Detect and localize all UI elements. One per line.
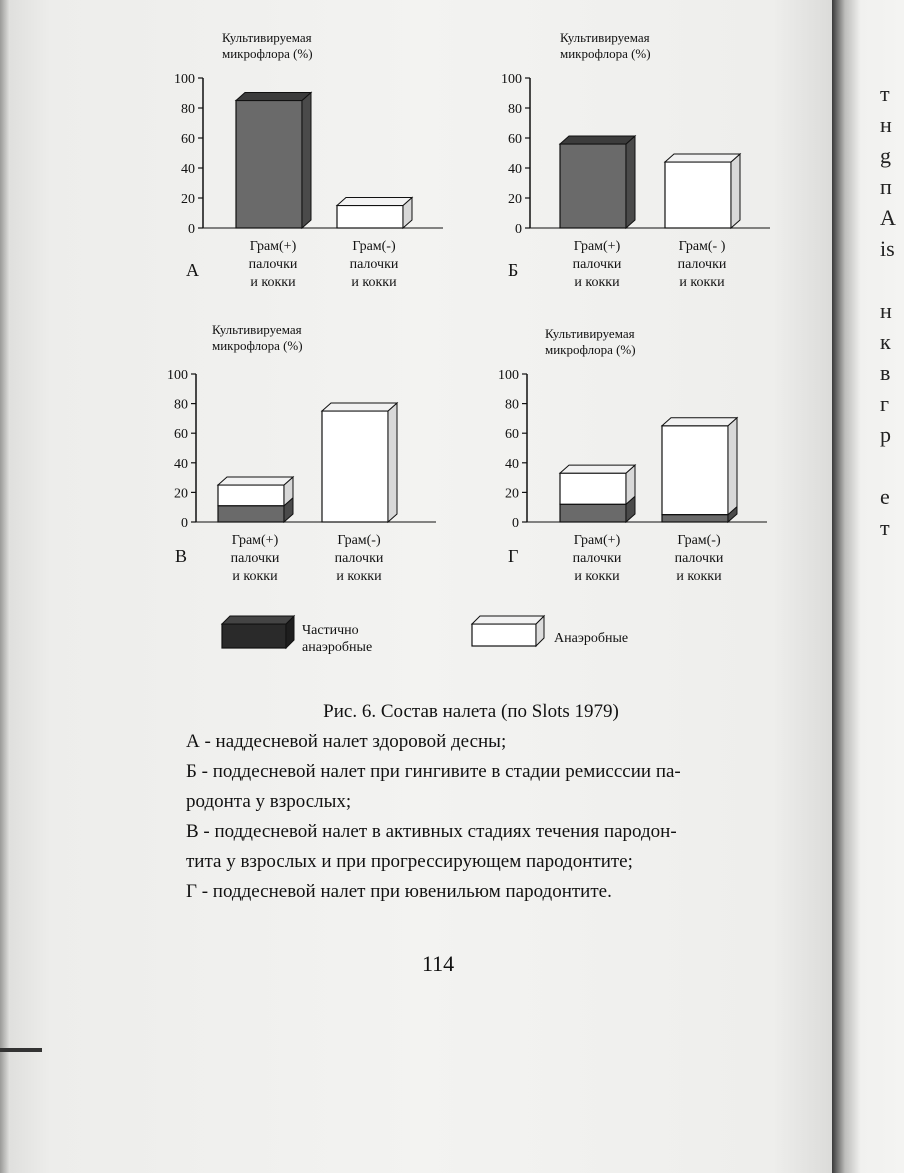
bar-top [337,198,412,206]
margin-letter: н [880,298,892,323]
y-axis-label: микрофлора (%) [212,338,303,353]
caption-line: тита у взрослых и при прогрессирующем пародонтите; [186,851,633,872]
y-tick-label: 100 [174,72,195,87]
bar-top [560,136,635,144]
caption-line: Г - поддесневой налет при ювенильюм пародонтите. [186,881,612,902]
bar-side [731,154,740,228]
category-label: и кокки [574,569,620,584]
y-axis-label: микрофлора (%) [545,342,636,357]
y-tick-label: 0 [515,222,522,237]
panel-letter: В [175,546,188,566]
caption-line: родонта у взрослых; [186,791,352,812]
margin-letter: в [880,360,891,385]
bar-anaerobic [665,162,731,228]
y-axis-label: Культивируемая [560,30,650,45]
category-label: и кокки [336,569,382,584]
legend-label-anaerobic: Анаэробные [554,631,629,646]
y-axis-label: микрофлора (%) [560,46,651,61]
bar-side [728,418,737,515]
y-tick-label: 40 [174,456,188,472]
y-tick-label: 60 [505,427,519,443]
margin-letter: is [880,236,895,261]
bar-top [236,93,311,101]
y-tick-label: 80 [174,397,188,413]
bar-top [218,477,293,485]
category-label: палочки [572,551,622,566]
y-axis-label: Культивируемая [545,326,635,341]
y-tick-label: 100 [501,72,522,87]
category-label: и кокки [676,569,722,584]
margin-letter [880,264,904,295]
legend-swatch-top [222,616,294,624]
margin-letter: g [880,143,891,168]
legend-swatch-anaerobic [472,624,536,646]
category-label: и кокки [679,275,725,290]
y-tick-label: 0 [512,516,519,531]
y-tick-label: 80 [508,102,522,117]
y-tick-label: 40 [508,162,522,177]
bar-partially-anaerobic [662,515,728,522]
legend-label-partially-anaerobic: анаэробные [302,640,373,655]
bar-partially-anaerobic [560,504,626,522]
category-label: Грам(+) [231,533,279,548]
caption-line: А - наддесневой налет здоровой десны; [186,731,507,752]
legend-swatch-top [472,616,544,624]
y-tick-label: 20 [181,192,195,207]
bar-partially-anaerobic [218,506,284,522]
margin-letter: р [880,422,891,447]
category-label: Грам(+) [249,239,297,254]
legend-label-partially-anaerobic: Частично [302,623,359,638]
category-label: палочки [674,551,724,566]
category-label: палочки [572,257,622,272]
next-page-margin-text [880,78,904,543]
category-label: Грам(- ) [678,239,726,254]
bar-top [662,418,737,426]
legend-swatch-partially-anaerobic [222,624,286,648]
y-tick-label: 60 [181,132,195,147]
category-label: и кокки [232,569,278,584]
caption-line: В - поддесневой налет в активных стадиях течения пародон- [186,821,677,842]
category-label: палочки [677,257,727,272]
panel-letter: А [186,260,199,280]
bar-top [322,403,397,411]
y-tick-label: 60 [174,427,188,443]
y-tick-label: 100 [498,368,519,383]
category-label: палочки [248,257,298,272]
bar-anaerobic [662,426,728,515]
y-tick-label: 20 [505,486,519,502]
page-edge-mark [0,1048,42,1052]
y-tick-label: 40 [181,162,195,177]
bar-top [560,465,635,473]
bar-side [302,93,311,229]
y-tick-label: 0 [188,222,195,237]
y-tick-label: 100 [167,368,188,383]
category-label: и кокки [351,275,397,290]
y-tick-label: 20 [174,486,188,502]
y-tick-label: 80 [181,102,195,117]
category-label: Грам(-) [352,239,396,254]
y-axis-label: Культивируемая [212,322,302,337]
margin-letter: т [880,515,890,540]
bar-partially-anaerobic [560,144,626,228]
category-label: Грам(+) [573,533,621,548]
bar-side [626,136,635,228]
panel-letter: Г [508,546,519,566]
figure-caption [186,697,786,907]
y-tick-label: 60 [508,132,522,147]
caption-title: Рис. 6. Состав налета (по Slots 1979) [323,701,619,722]
category-label: палочки [349,257,399,272]
category-label: Грам(-) [337,533,381,548]
category-label: и кокки [250,275,296,290]
category-label: палочки [334,551,384,566]
panel-letter: Б [508,260,519,280]
category-label: и кокки [574,275,620,290]
margin-letter: т [880,81,890,106]
margin-letter: н [880,112,892,137]
y-axis-label: Культивируемая [222,30,312,45]
margin-letter: к [880,329,891,354]
bar-anaerobic [337,206,403,229]
bar-anaerobic [218,485,284,506]
margin-letter: А [880,205,896,230]
margin-letter: г [880,391,890,416]
y-tick-label: 40 [505,456,519,472]
category-label: Грам(+) [573,239,621,254]
caption-line: Б - поддесневой налет при гингивите в стадии ремисссии па- [186,761,681,782]
category-label: Грам(-) [677,533,721,548]
page-number: 114 [422,951,455,976]
bar-anaerobic [322,411,388,522]
bar-top [665,154,740,162]
margin-letter: е [880,484,890,509]
bar-anaerobic [560,473,626,504]
category-label: палочки [230,551,280,566]
bar-side [388,403,397,522]
bar-partially-anaerobic [236,101,302,229]
y-tick-label: 0 [181,516,188,531]
margin-letter: п [880,174,892,199]
y-tick-label: 80 [505,397,519,413]
y-axis-label: микрофлора (%) [222,46,313,61]
y-tick-label: 20 [508,192,522,207]
margin-letter [880,450,904,481]
